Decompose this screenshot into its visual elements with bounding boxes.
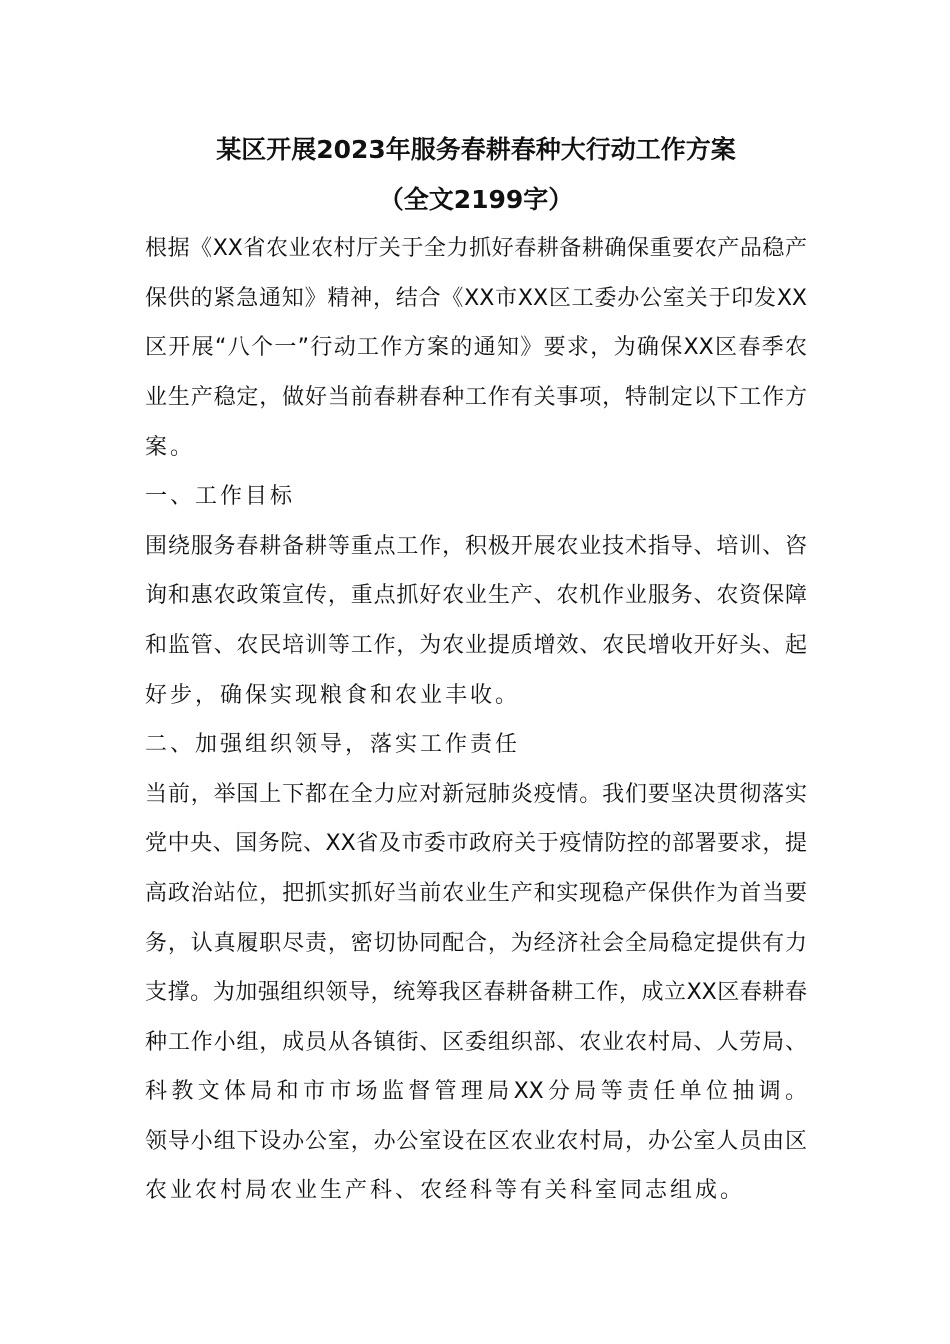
paragraph <box>145 224 807 472</box>
document-subtitle: （全文2199字） <box>378 184 574 214</box>
document-page <box>145 125 807 1216</box>
section-heading <box>145 720 807 770</box>
section-heading <box>145 472 807 522</box>
text-line: 业生产稳定，做好当前春耕春种工作有关事项，特制定以下工作方 <box>145 384 807 410</box>
text-line: 农业农村局农业生产科、农经科等有关科室同志组成。 <box>145 1178 746 1204</box>
text-line: 保供的紧急通知》精神，结合《XX市XX区工委办公室关于印发XX <box>145 285 807 311</box>
text-line: 区开展“八个一”行动工作方案的通知》要求，为确保XX区春季农 <box>145 335 807 361</box>
text-line: 当前，举国上下都在全力应对新冠肺炎疫情。我们要坚决贯彻落实 <box>145 781 807 807</box>
document-body <box>145 224 807 1216</box>
paragraph <box>145 770 807 1117</box>
document-title: 某区开展2023年服务春耕春种大行动工作方案 <box>216 135 736 164</box>
text-line: 高政治站位，把抓实抓好当前农业生产和实现稳产保供作为首当要 <box>145 880 807 906</box>
text-line: 种工作小组，成员从各镇街、区委组织部、农业农村局、人劳局、 <box>145 1029 807 1055</box>
text-line: 好步，确保实现粮食和农业丰收。 <box>145 682 521 708</box>
paragraph <box>145 1117 807 1216</box>
text-line: 询和惠农政策宣传，重点抓好农业生产、农机作业服务、农资保障 <box>145 583 807 609</box>
paragraph <box>145 522 807 720</box>
text-line: 务，认真履职尽责，密切协同配合，为经济社会全局稳定提供有力 <box>145 930 807 956</box>
text-line: 案。 <box>145 434 196 460</box>
text-line: 党中央、国务院、XX省及市委市政府关于疫情防控的部署要求，提 <box>145 831 807 857</box>
text-line: 根据《XX省农业农村厅关于全力抓好春耕备耕确保重要农产品稳产 <box>145 236 807 262</box>
text-line: 支撑。为加强组织领导，统筹我区春耕备耕工作，成立XX区春耕春 <box>145 980 807 1006</box>
text-line: 一、工作目标 <box>145 484 296 510</box>
text-line: 和监管、农民培训等工作，为农业提质增效、农民增收开好头、起 <box>145 632 807 658</box>
text-line: 围绕服务春耕备耕等重点工作，积极开展农业技术指导、培训、咨 <box>145 533 807 559</box>
text-line: 科教文体局和市市场监督管理局XX分局等责任单位抽调。 <box>145 1079 807 1105</box>
text-line: 二、加强组织领导，落实工作责任 <box>145 732 521 758</box>
text-line: 领导小组下设办公室，办公室设在区农业农村局，办公室人员由区 <box>145 1128 807 1154</box>
